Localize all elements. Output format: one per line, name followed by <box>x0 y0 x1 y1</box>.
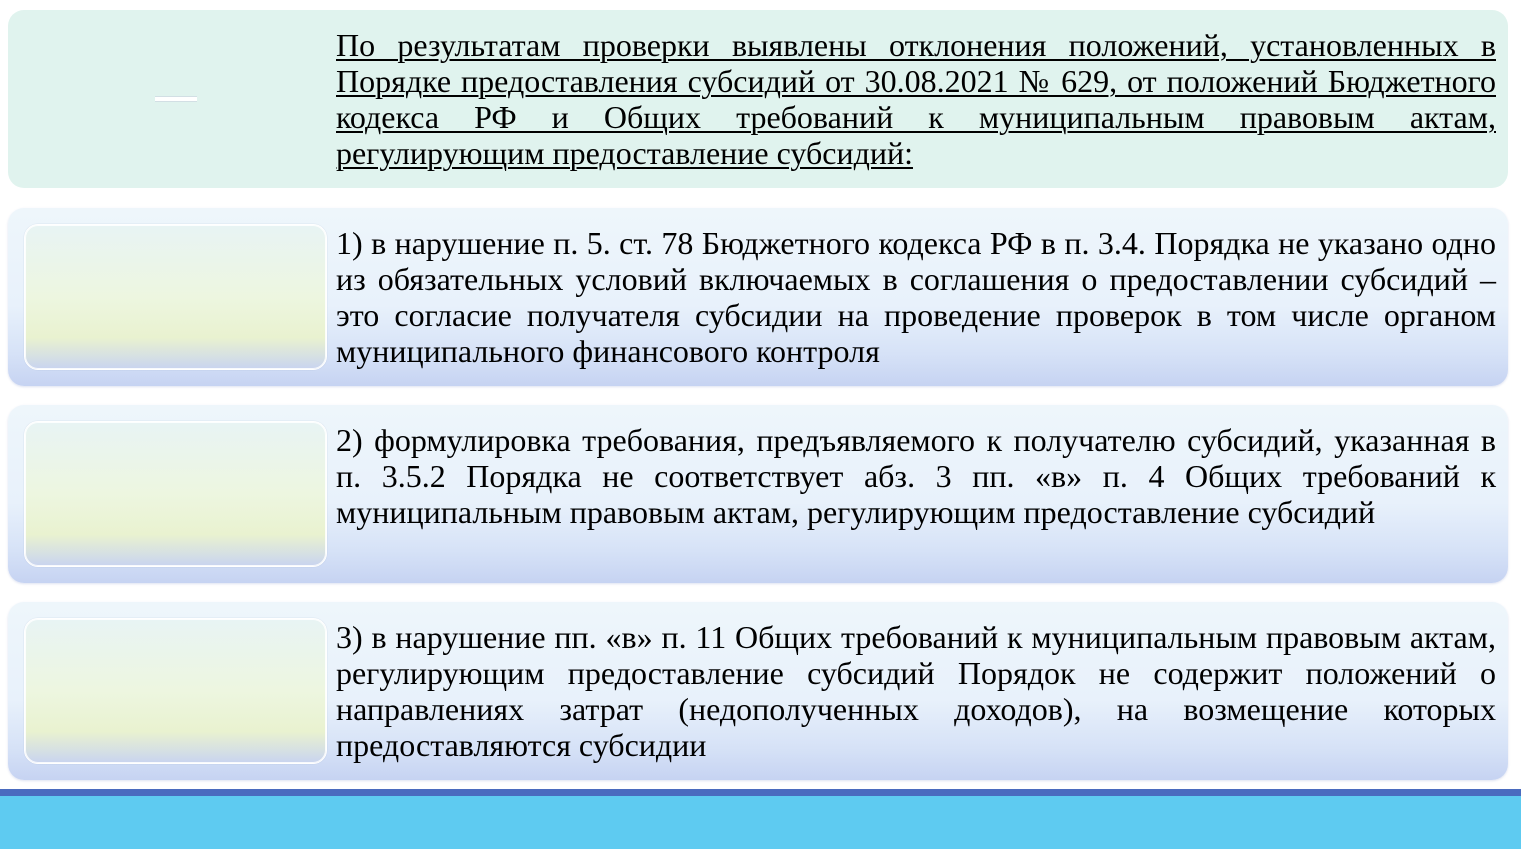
decorative-dash <box>155 96 197 102</box>
item-panel <box>24 224 327 370</box>
footer-rule <box>0 789 1521 796</box>
finding-item-2 <box>8 405 1508 583</box>
finding-text-1: 1) в нарушение п. 5. ст. 78 Бюджетного кодекса РФ в п. 3.4. Порядка не указано одно из обязательных условий включаемых в соглашения о предоставлении субсидий – это согласие получателя субсидии на проведение проверок в том числе органом муниципального финансового контроля <box>336 225 1496 369</box>
finding-item-1 <box>8 208 1508 386</box>
footer-band <box>0 789 1521 849</box>
finding-item-3 <box>8 602 1508 780</box>
item-panel <box>24 421 327 567</box>
item-panel <box>24 618 327 764</box>
header-block <box>8 10 1508 188</box>
finding-text-2: 2) формулировка требования, предъявляемого к получателю субсидий, указанная в п. 3.5.2 Порядка не соответствует абз. 3 пп. «в» п. 4 Общих требований к муниципальным правовым актам, регулирующим предоставление субсидий <box>336 422 1496 530</box>
finding-text-3: 3) в нарушение пп. «в» п. 11 Общих требований к муниципальным правовым актам, регулирующим предоставление субсидий Порядок не содержит положений о направлениях затрат (недополученных доходов), на возмещение которых предоставляются субсидии <box>336 619 1496 763</box>
header-text: По результатам проверки выявлены отклонения положений, установленных в Порядке предоставления субсидий от 30.08.2021 № 629, от положений Бюджетного кодекса РФ и Общих требований к муниципальным правовым актам, регулирующим предоставление субсидий: <box>336 27 1496 171</box>
